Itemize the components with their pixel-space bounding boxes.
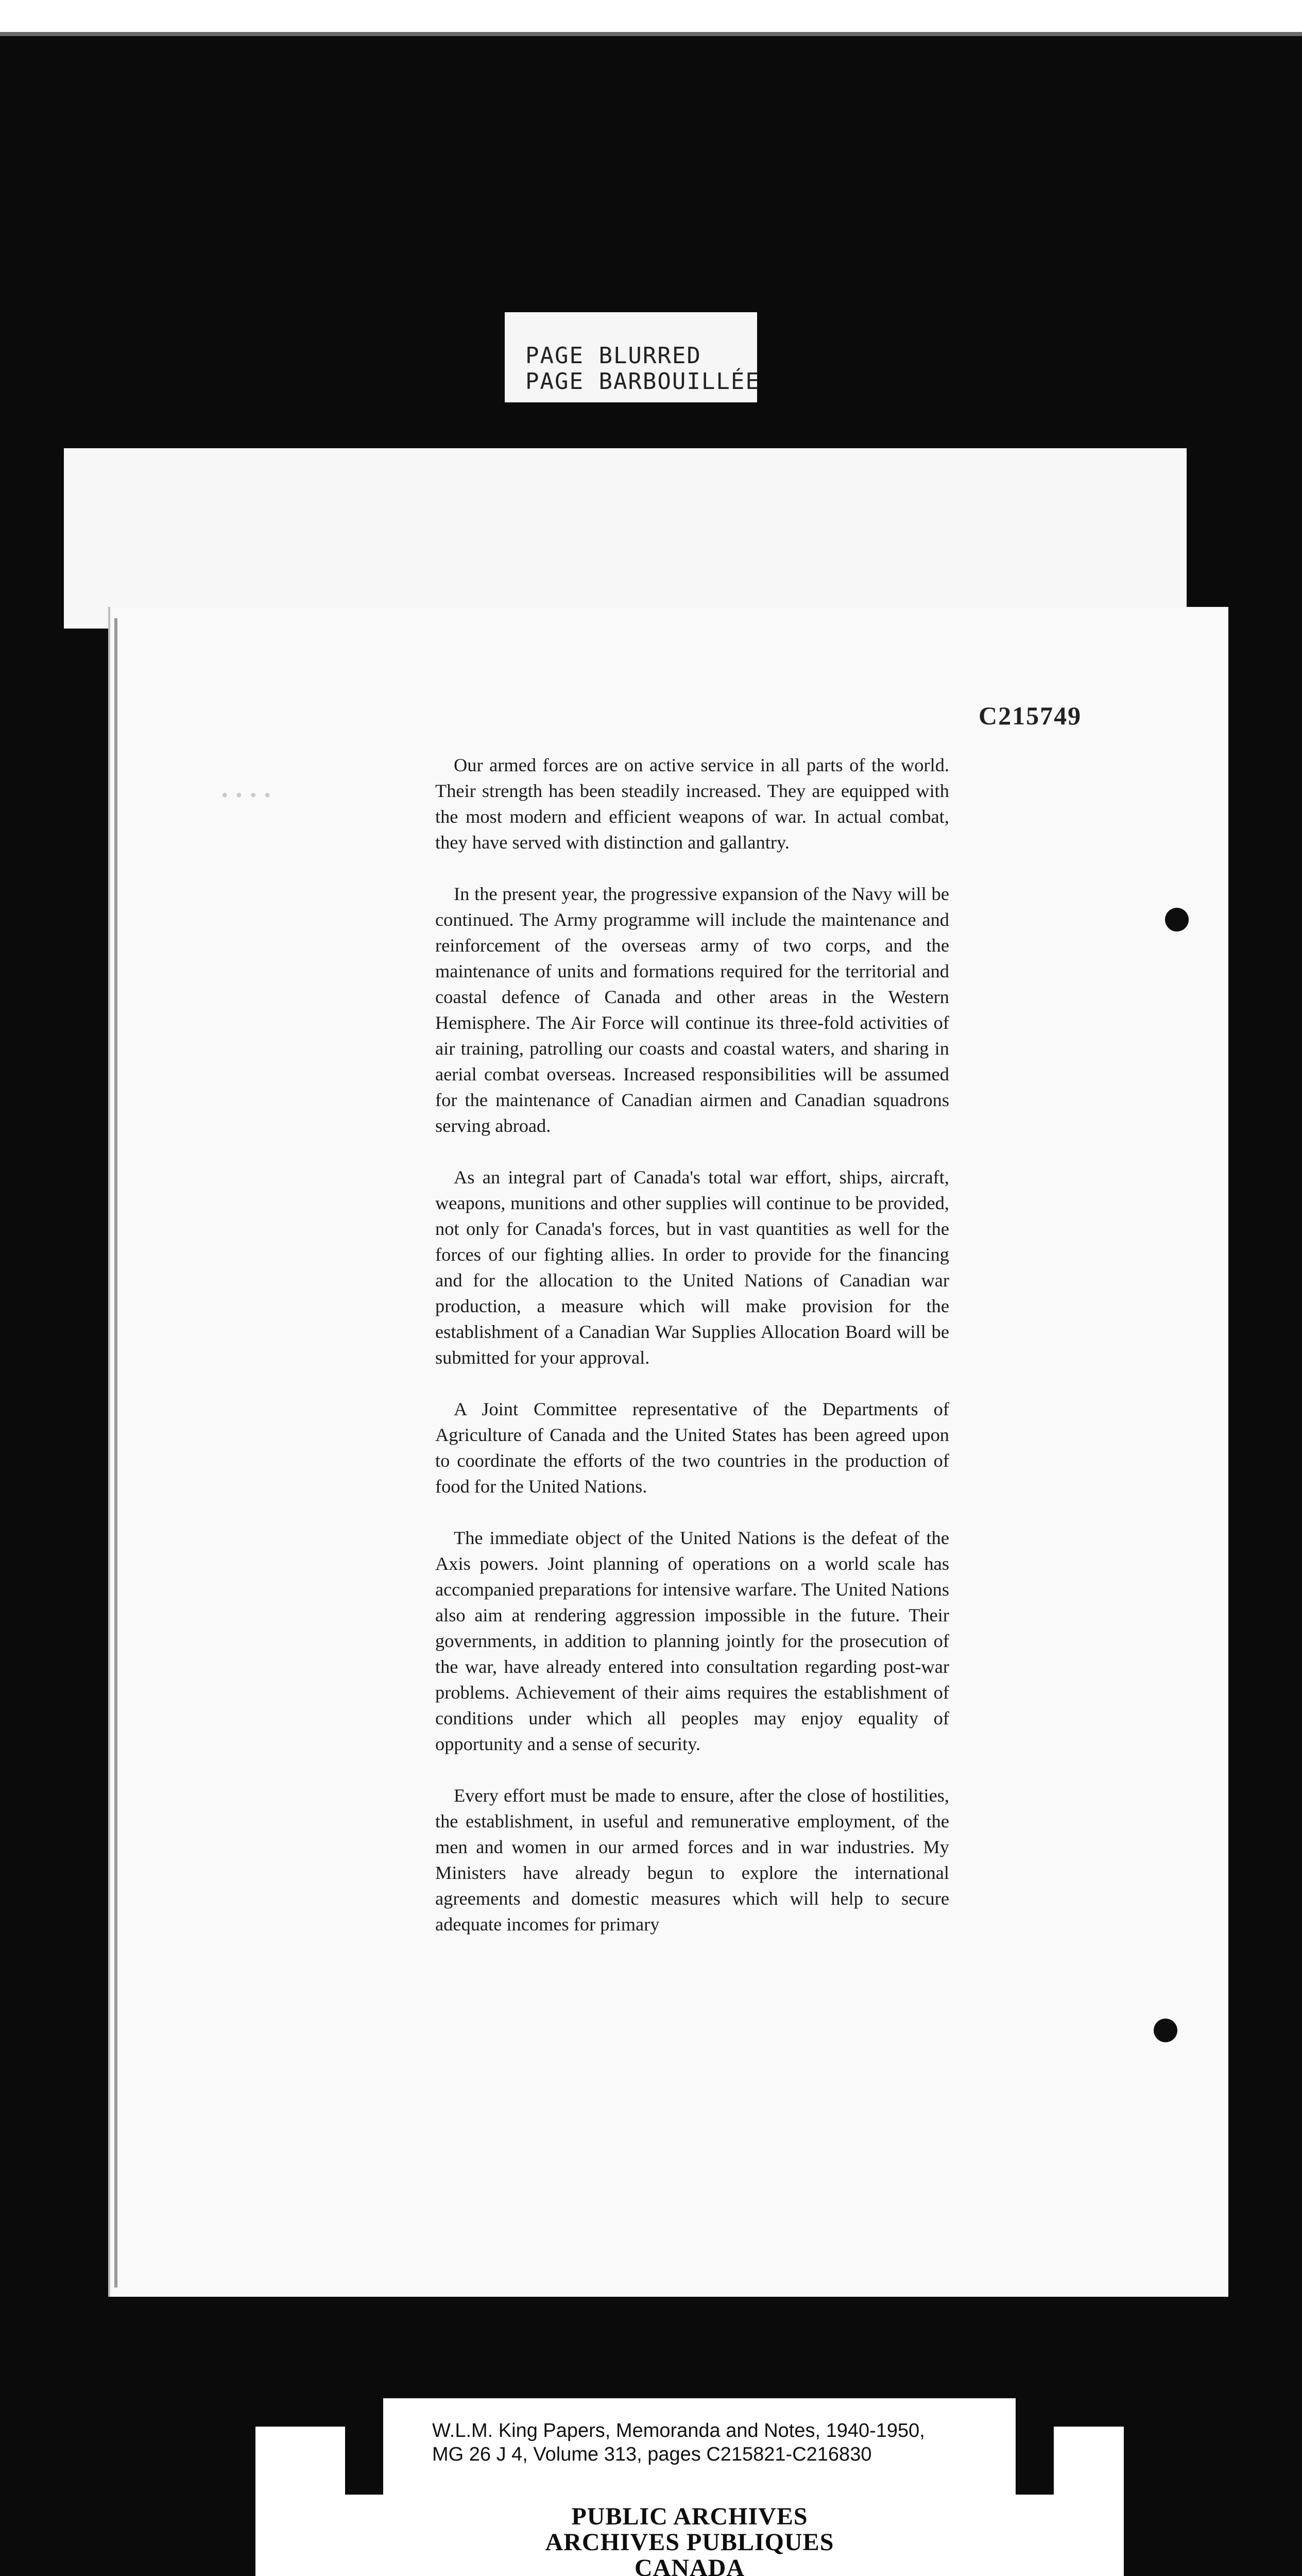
archives-line-french: ARCHIVES PUBLIQUES xyxy=(545,2529,834,2556)
punch-hole-bottom xyxy=(1154,2019,1177,2042)
reference-line-2: MG 26 J 4, Volume 313, pages C215821-C216830 xyxy=(432,2444,872,2465)
archives-line-country: CANADA xyxy=(635,2554,745,2576)
reference-card-tab-right xyxy=(1016,2402,1054,2495)
back-sheet xyxy=(64,448,1187,629)
archives-stamp xyxy=(255,2504,1124,2576)
label-line-french: PAGE BARBOUILLÉE xyxy=(525,368,760,395)
paragraph-armed-forces: Our armed forces are on active service in all parts of the world. Their strength has been steadily increased. They are equipped with the most modern and efficient weapons of war. In actual combat, they have served with distinction and gallantry. xyxy=(435,755,949,853)
top-film-border xyxy=(0,0,1302,34)
document-body xyxy=(435,752,949,1963)
paragraph-navy-army-air-force: In the present year, the progressive expansion of the Navy will be continued. The Army programme will include the maintenance and reinforcement of the overseas army of two corps, and the maintenance of units and formations required for the territorial and coastal defence of Canada and other areas in the Western Hemisphere. The Air Force will continue its three-fold activities of air training, patrolling our coasts and coastal waters, and sharing in aerial combat overseas. Increased responsibilities will be assumed for the maintenance of Canadian airmen and Canadian squadrons serving abroad. xyxy=(435,884,949,1136)
document-number: C215749 xyxy=(979,701,1082,730)
reference-card-tab-left xyxy=(345,2402,383,2495)
paragraph-war-supplies: As an integral part of Canada's total war effort, ships, aircraft, weapons, munitions and other supplies will continue to be provided, not only for Canada's forces, but in vast quantities as well for the forces of our fighting allies. In order to provide for the financing and for the allocation to the United Nations of Canadian war production, a measure which will make provision for the establishment of a Canadian War Supplies Allocation Board will be submitted for your approval. xyxy=(435,1167,949,1368)
reference-line-1: W.L.M. King Papers, Memoranda and Notes, 1940-1950, xyxy=(432,2420,925,2442)
page-fold-edge xyxy=(114,618,117,2287)
label-line-english: PAGE BLURRED xyxy=(525,343,701,369)
punch-hole-top xyxy=(1165,908,1189,931)
faint-bleed-through-mark: • • • • xyxy=(221,785,272,805)
page-blurred-label xyxy=(505,312,760,402)
paragraph-joint-committee: A Joint Committee representative of the Departments of Agriculture of Canada and the United States has been agreed upon to coordinate the efforts of the two countries in the production of food for the United Nations. xyxy=(435,1399,949,1497)
paragraph-post-war-employment: Every effort must be made to ensure, after the close of hostilities, the establishment, in useful and remunerative employment, of the men and women in our armed forces and in war industries. My Ministers have already begun to explore the international agreements and domestic measures which will help to secure adequate incomes for primary xyxy=(435,1785,949,1935)
archives-line-english: PUBLIC ARCHIVES xyxy=(571,2503,808,2530)
reference-card xyxy=(383,2398,1016,2501)
paragraph-united-nations: The immediate object of the United Nations is the defeat of the Axis powers. Joint planning of operations on a world scale has accompanied preparations for intensive warfare. The United Nations also aim at rendering aggression impossible in the future. Their governments, in addition to planning jointly for the prosecution of the war, have already entered into consultation regarding post-war problems. Achievement of their aims requires the establishment of conditions under which all peoples may enjoy equality of opportunity and a sense of security. xyxy=(435,1528,949,1754)
top-film-edge xyxy=(0,32,1302,36)
